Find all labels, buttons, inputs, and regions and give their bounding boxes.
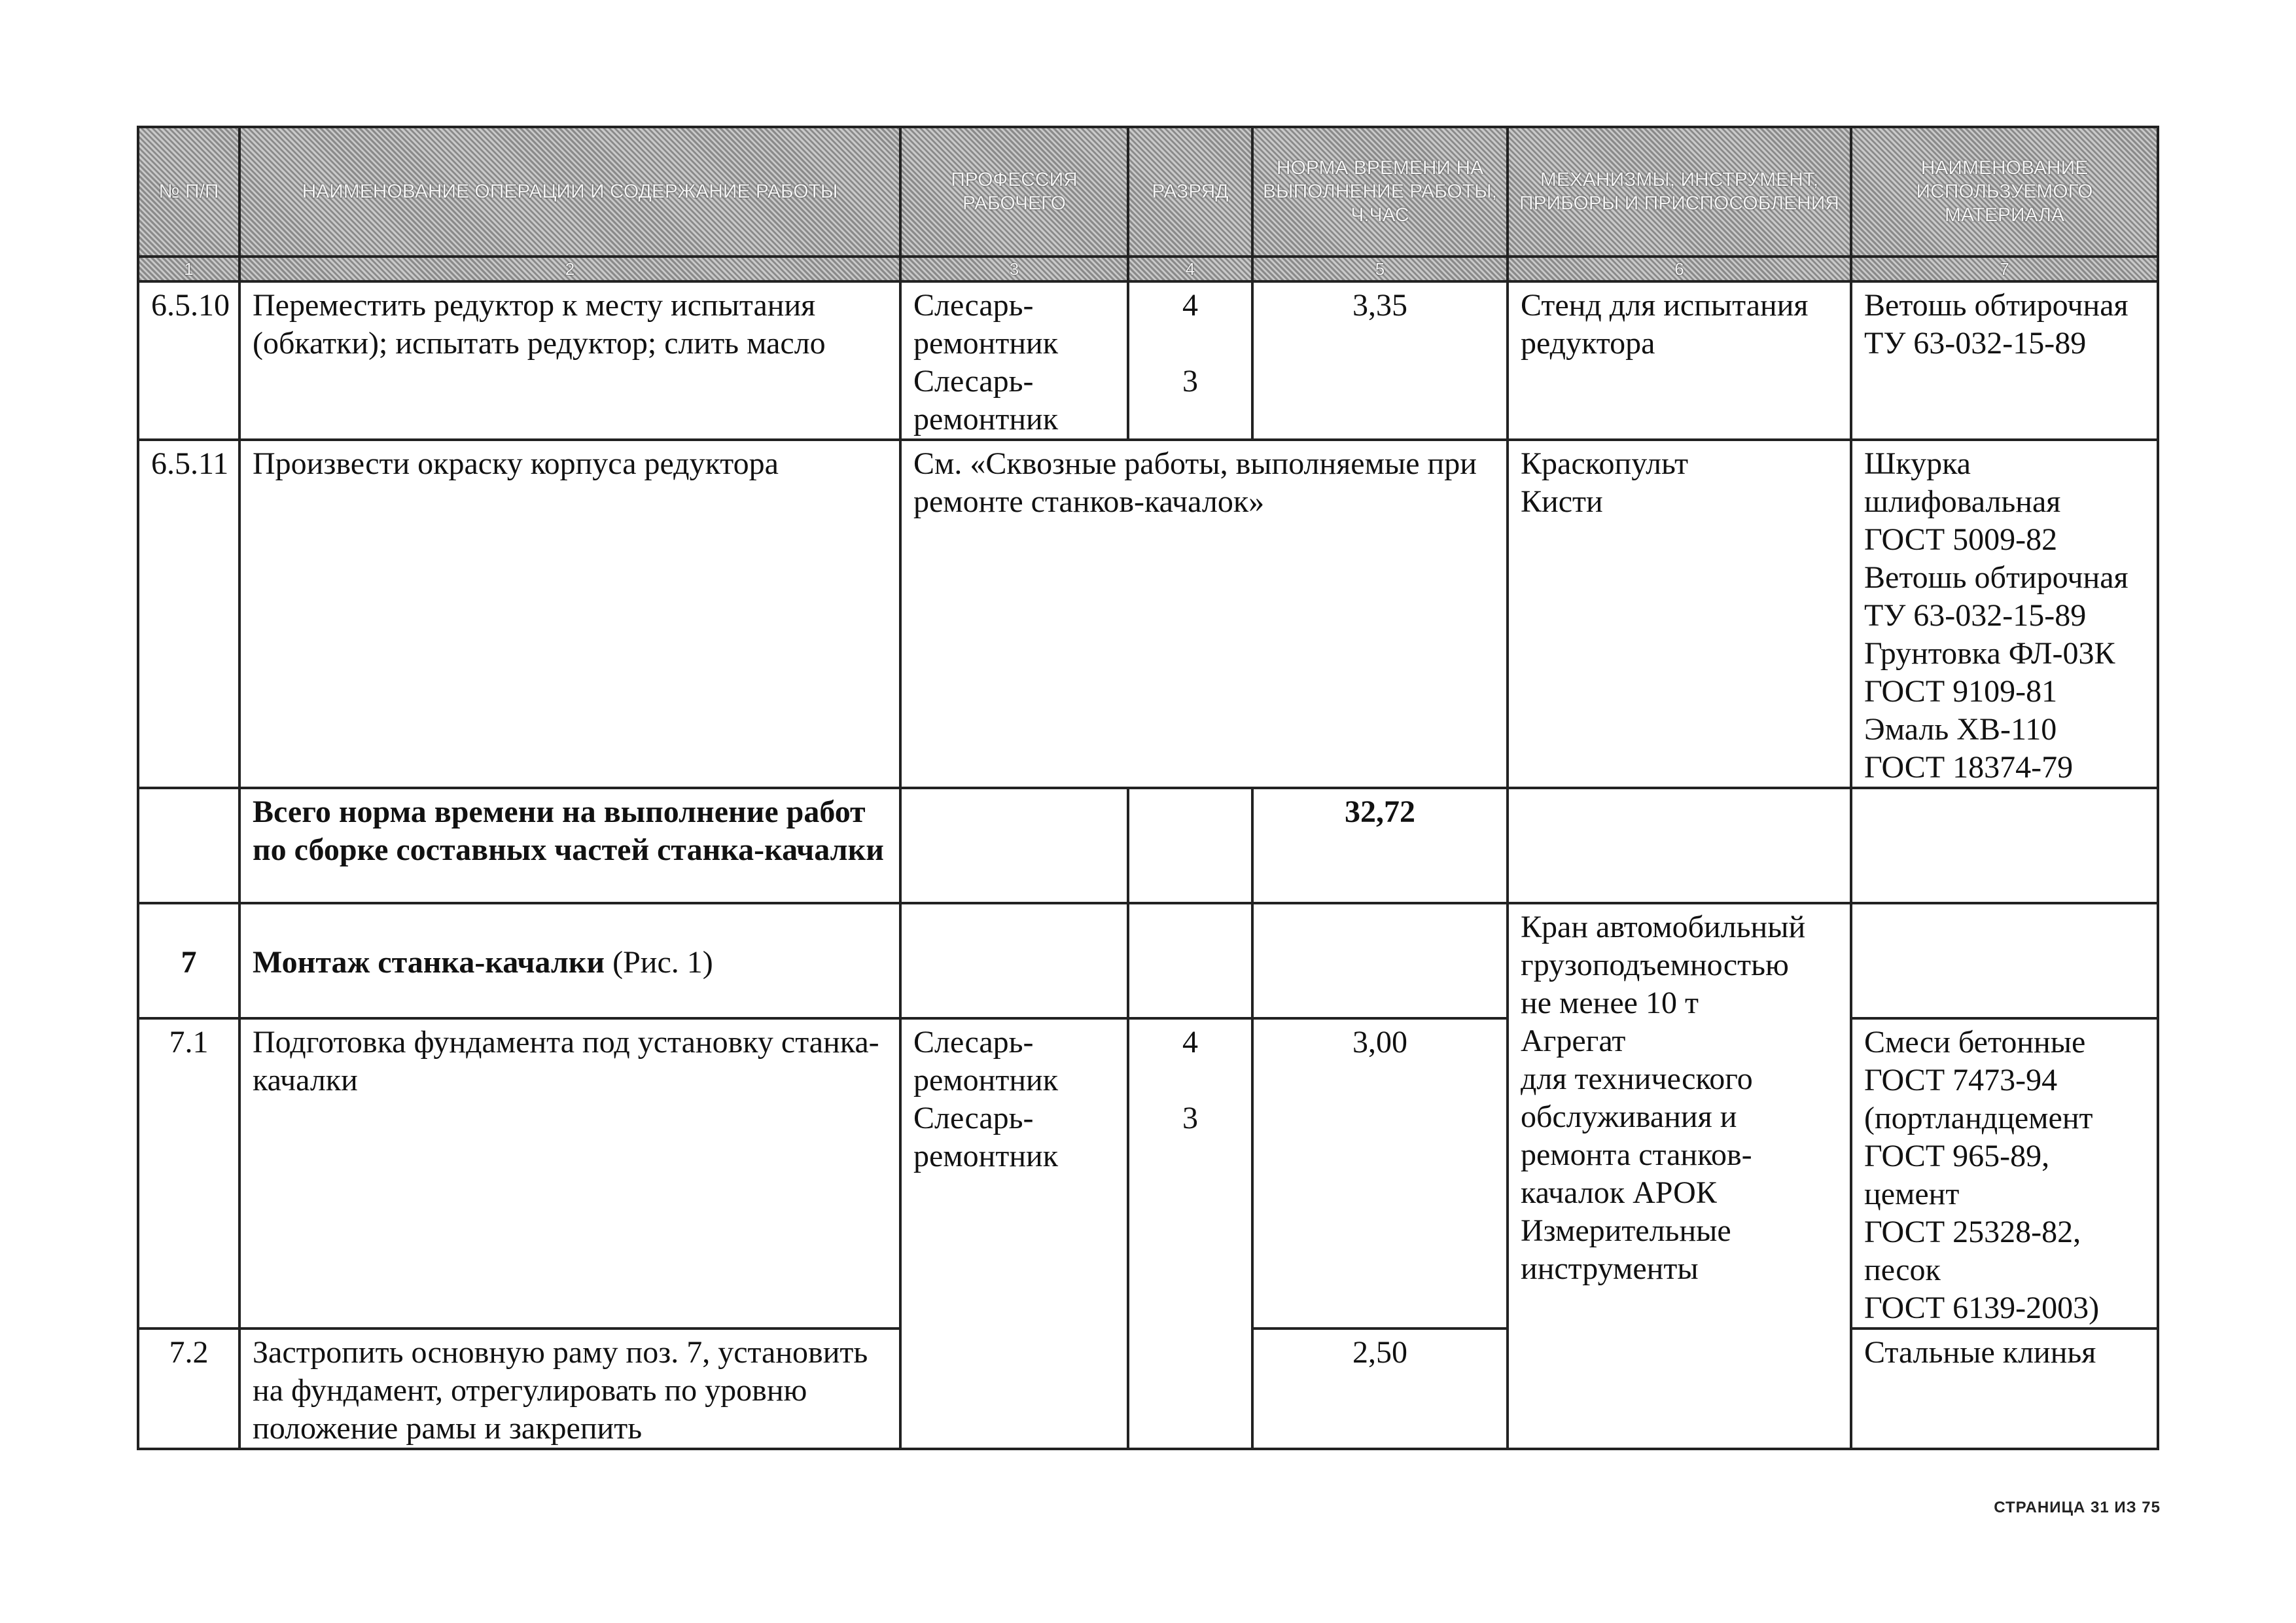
row-number: 7.1 [138, 1018, 239, 1329]
time-norm: 3,35 [1252, 281, 1508, 440]
time-norm: 2,50 [1252, 1329, 1508, 1449]
material-text: Стальные клинья [1851, 1329, 2158, 1449]
table-row [138, 281, 2158, 440]
operation-text: Подготовка фундамента под установку станка-качалки [239, 1018, 900, 1329]
column-number: 1 [138, 257, 239, 281]
time-norm: 3,00 [1252, 1018, 1508, 1329]
header-mechanisms: МЕХАНИЗМЫ, ИНСТРУМЕНТ, ПРИБОРЫ И ПРИСПОСОБЛЕНИЯ [1508, 127, 1851, 257]
profession-cell: Слесарь- ремонтник Слесарь- ремонтник [900, 1018, 1128, 1449]
header-grade: РАЗРЯД [1128, 127, 1252, 257]
header-material: НАИМЕНОВАНИЕ ИСПОЛЬЗУЕМОГО МАТЕРИАЛА [1851, 127, 2158, 257]
column-number: 2 [239, 257, 900, 281]
mechanisms-text: Стенд для испытания редуктора [1508, 281, 1851, 440]
section-title-bold: Монтаж станка-качалки [253, 945, 605, 980]
column-number: 4 [1128, 257, 1252, 281]
column-number: 7 [1851, 257, 2158, 281]
table-row [138, 1018, 2158, 1329]
header-profession: ПРОФЕССИЯ РАБОЧЕГО [900, 127, 1128, 257]
table-row [138, 440, 2158, 788]
column-number: 5 [1252, 257, 1508, 281]
row-number: 6.5.11 [138, 440, 239, 788]
grade-cell: 4 3 [1128, 1018, 1252, 1449]
material-cell: Шкурка шлифовальная ГОСТ 5009-82 Ветошь обтирочная ТУ 63-032-15-89 Грунтовка ФЛ-03К ГОСТ 9109-81 Эмаль ХВ-110 ГОСТ 18374-79 [1851, 440, 2158, 788]
header-operation: НАИМЕНОВАНИЕ ОПЕРАЦИИ И СОДЕРЖАНИЕ РАБОТЫ [239, 127, 900, 257]
operation-text: Застропить основную раму поз. 7, установить на фундамент, отрегулировать по уровню положение рамы и закрепить [239, 1329, 900, 1449]
header-number-row [138, 257, 2158, 281]
cross-reference-text: См. «Сквозные работы, выполняемые при ремонте станков-качалок» [900, 440, 1508, 788]
mechanisms-cell: Краскопульт Кисти [1508, 440, 1851, 788]
column-number: 3 [900, 257, 1128, 281]
row-number: 7.2 [138, 1329, 239, 1449]
section-title [239, 903, 900, 1018]
operation-text: Произвести окраску корпуса редуктора [239, 440, 900, 788]
header-row [138, 127, 2158, 257]
mechanisms-cell: Кран автомобильный грузоподъемностью не менее 10 т Агрегат для технического обслуживания и ремонта станков- качалок АРОК Измерительные инструменты [1508, 903, 1851, 1449]
profession-cell: Слесарь- ремонтник Слесарь- ремонтник [900, 281, 1128, 440]
material-cell: Смеси бетонные ГОСТ 7473-94 (портландцемент ГОСТ 965-89, цемент ГОСТ 25328-82, песок ГОСТ 6139-2003) [1851, 1018, 2158, 1329]
row-number: 6.5.10 [138, 281, 239, 440]
section-figure-ref: (Рис. 1) [605, 945, 713, 980]
section-number: 7 [138, 903, 239, 1018]
grade-cell: 4 3 [1128, 281, 1252, 440]
page-number: СТРАНИЦА 31 ИЗ 75 [1994, 1499, 2161, 1516]
header-number: № П/П [138, 127, 239, 257]
header-time-norm: НОРМА ВРЕМЕНИ НА ВЫПОЛНЕНИЕ РАБОТЫ, Ч.ЧАС [1252, 127, 1508, 257]
section-row [138, 903, 2158, 1018]
column-number: 6 [1508, 257, 1851, 281]
total-norm: 32,72 [1252, 788, 1508, 903]
work-table [137, 126, 2159, 1450]
total-row [138, 788, 2158, 903]
total-label: Всего норма времени на выполнение работ по сборке составных частей станка-качалки [239, 788, 900, 903]
operation-text: Переместить редуктор к месту испытания (обкатки); испытать редуктор; слить масло [239, 281, 900, 440]
material-cell: Ветошь обтирочная ТУ 63-032-15-89 [1851, 281, 2158, 440]
